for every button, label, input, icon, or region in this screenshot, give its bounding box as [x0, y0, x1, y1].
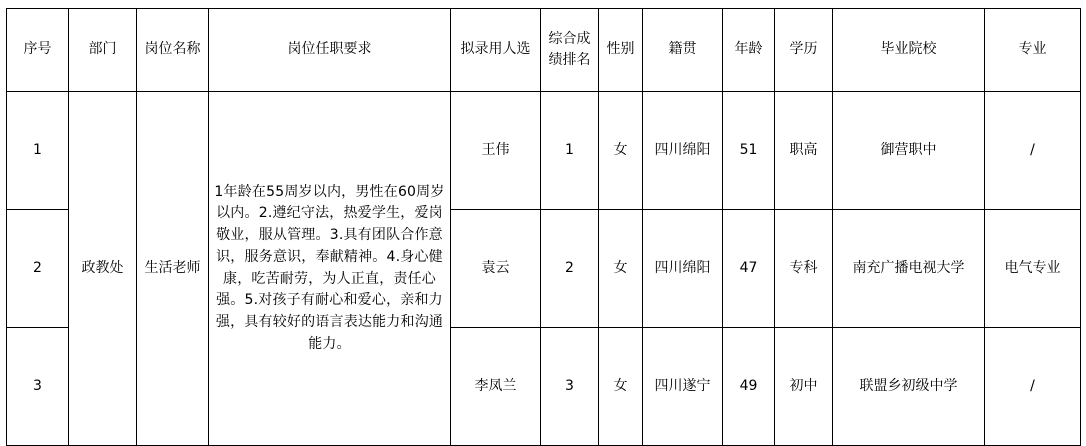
- header-cell-gender: 性别: [599, 9, 643, 92]
- cell-school: 御营职中: [833, 92, 985, 210]
- cell-gender: 女: [599, 92, 643, 210]
- cell-seq: 1: [7, 92, 69, 210]
- header-cell-department: 部门: [69, 9, 137, 92]
- cell-native-place: 四川遂宁: [643, 328, 723, 446]
- cell-school: 联盟乡初级中学: [833, 328, 985, 446]
- cell-person: 李凤兰: [451, 328, 541, 446]
- cell-age: 51: [723, 92, 775, 210]
- cell-education: 专科: [775, 210, 833, 328]
- header-cell-major: 专业: [985, 9, 1081, 92]
- cell-age: 47: [723, 210, 775, 328]
- table-body: [7, 92, 1081, 446]
- cell-rank: 1: [541, 92, 599, 210]
- cell-native-place: 四川绵阳: [643, 210, 723, 328]
- header-cell-person: 拟录用人选: [451, 9, 541, 92]
- header-cell-age: 年龄: [723, 9, 775, 92]
- cell-person: 袁云: [451, 210, 541, 328]
- header-cell-rank: 综合成绩排名: [541, 9, 599, 92]
- cell-requirements: 1年龄在55周岁以内，男性在60周岁以内。2.遵纪守法，热爱学生，爱岗敬业，服从管理。3.具有团队合作意识，服务意识，奉献精神。4.身心健康，吃苦耐劳，为人正直，责任心强。5.对孩子有耐心和爱心，亲和力强，具有较好的语言表达能力和沟通能力。: [209, 92, 451, 446]
- cell-education: 初中: [775, 328, 833, 446]
- cell-post-name: 生活老师: [137, 92, 209, 446]
- header-cell-native-place: 籍贯: [643, 9, 723, 92]
- cell-education: 职高: [775, 92, 833, 210]
- cell-department: 政教处: [69, 92, 137, 446]
- header-cell-seq: 序号: [7, 9, 69, 92]
- table-header: [7, 9, 1081, 92]
- table-row: [7, 92, 1081, 210]
- cell-seq: 3: [7, 328, 69, 446]
- cell-major: 电气专业: [985, 210, 1081, 328]
- cell-school: 南充广播电视大学: [833, 210, 985, 328]
- cell-gender: 女: [599, 328, 643, 446]
- cell-rank: 2: [541, 210, 599, 328]
- cell-major: /: [985, 328, 1081, 446]
- cell-seq: 2: [7, 210, 69, 328]
- cell-native-place: 四川绵阳: [643, 92, 723, 210]
- cell-major: /: [985, 92, 1081, 210]
- header-row: [7, 9, 1081, 92]
- recruitment-table: [6, 8, 1081, 446]
- cell-age: 49: [723, 328, 775, 446]
- cell-gender: 女: [599, 210, 643, 328]
- header-cell-education: 学历: [775, 9, 833, 92]
- header-cell-requirements: 岗位任职要求: [209, 9, 451, 92]
- cell-person: 王伟: [451, 92, 541, 210]
- cell-rank: 3: [541, 328, 599, 446]
- header-cell-school: 毕业院校: [833, 9, 985, 92]
- header-cell-post-name: 岗位名称: [137, 9, 209, 92]
